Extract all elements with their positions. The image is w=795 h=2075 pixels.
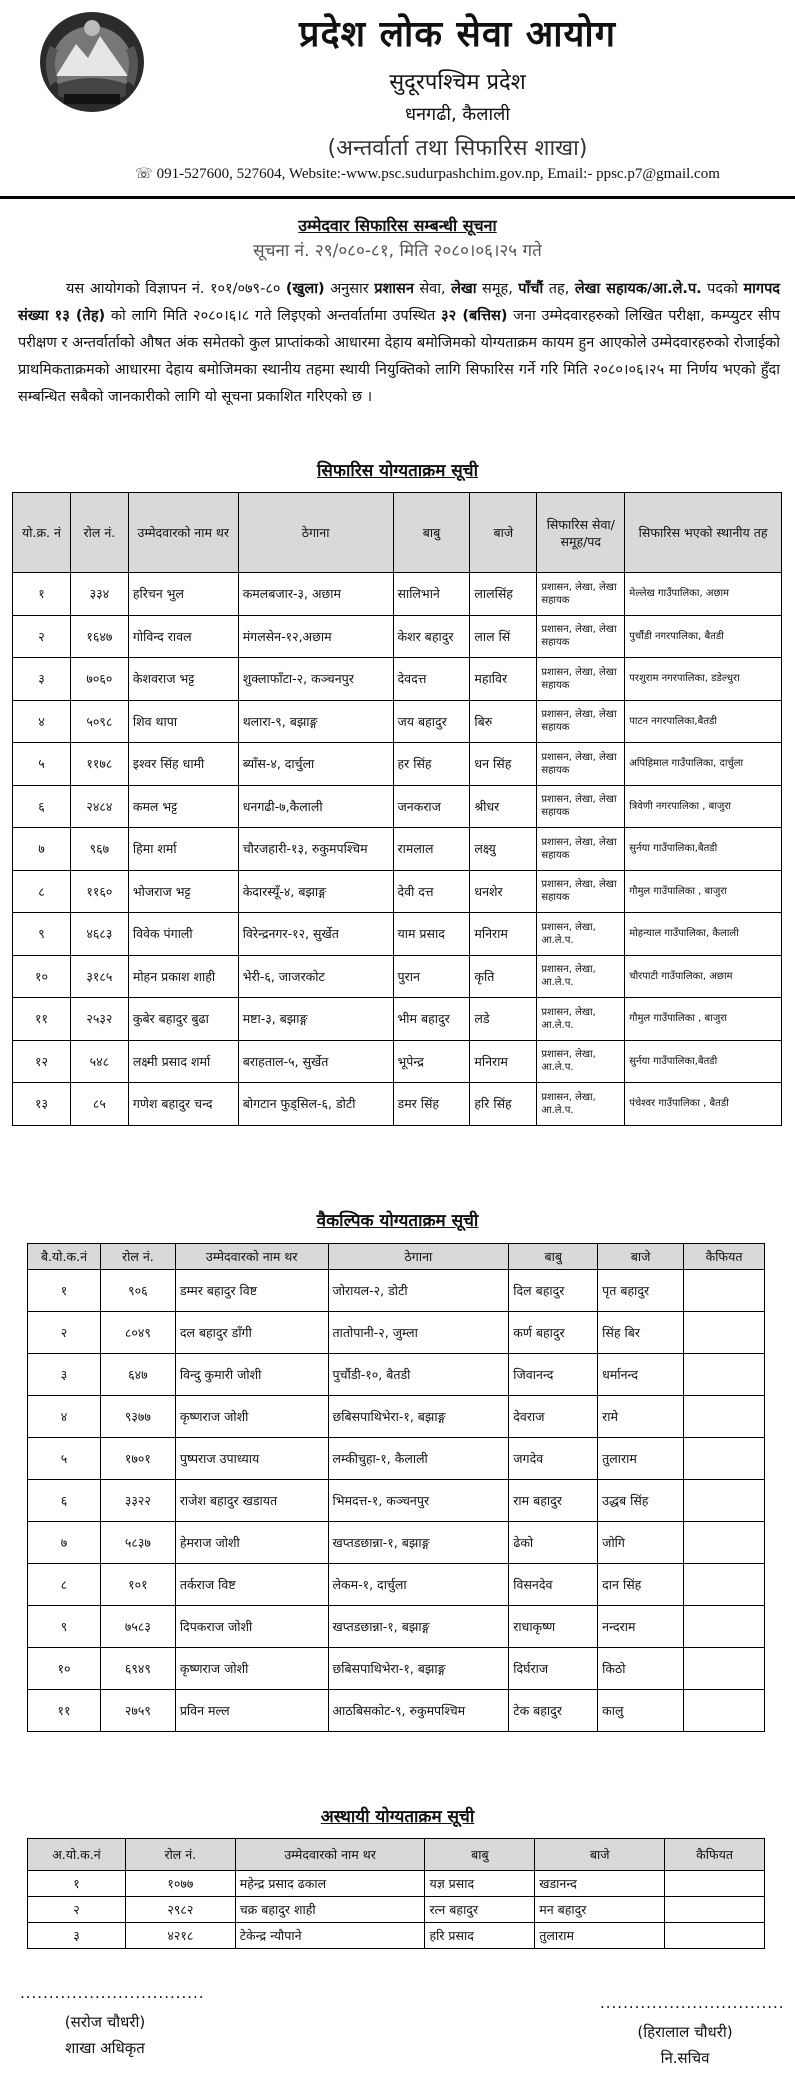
table-cell: ११: [13, 998, 71, 1041]
table-cell: ६९४९: [100, 1648, 175, 1690]
table-cell: ५०९८: [70, 700, 128, 743]
table-cell: प्रशासन, लेखा, लेखा सहायक: [537, 743, 625, 786]
col-address: ठेगाना: [238, 493, 393, 573]
table-cell: मनिराम: [470, 1040, 537, 1083]
table-cell: ६: [28, 1480, 101, 1522]
table-cell: उद्धब सिंह: [598, 1480, 684, 1522]
table-cell: १७०१: [100, 1438, 175, 1480]
table-cell: चौरपाटी गाउँपालिका, अछाम: [625, 955, 782, 998]
col-alt-no: बै.यो.क.नं: [28, 1244, 101, 1270]
table-row: [28, 1438, 765, 1480]
table-cell: केदारस्यूँ-४, बझाङ्ग: [238, 870, 393, 913]
table-cell: किठो: [598, 1648, 684, 1690]
table-cell: दिर्घराज: [509, 1648, 598, 1690]
table-cell: भूपेन्द्र: [393, 1040, 470, 1083]
col-name: उम्मेदवारको नाम थर: [235, 1839, 425, 1871]
table-cell: महेन्द्र प्रसाद ढकाल: [235, 1871, 425, 1897]
table-cell: देवराज: [509, 1396, 598, 1438]
table-cell: बराहताल-५, सुर्खेत: [238, 1040, 393, 1083]
table-cell: १: [13, 573, 71, 616]
table-cell: लाल सिं: [470, 615, 537, 658]
table-cell: ३१८५: [70, 955, 128, 998]
col-grandfather: बाजे: [598, 1244, 684, 1270]
table-cell: प्रशासन, लेखा, लेखा सहायक: [537, 658, 625, 701]
table-row: [13, 955, 782, 998]
signature-line: ................................: [600, 1994, 785, 2012]
table-cell: ७: [13, 828, 71, 871]
table-cell: ५: [28, 1438, 101, 1480]
table-cell: ७: [28, 1522, 101, 1564]
table-cell: २: [13, 615, 71, 658]
table-cell: [684, 1438, 765, 1480]
alternate-list-title: वैकल्पिक योग्यताक्रम सूची: [316, 1211, 479, 1231]
table-cell: छबिसपाथिभेरा-१, बझाङ्ग: [328, 1396, 509, 1438]
alternate-header-row: [28, 1244, 765, 1270]
table-cell: १०१: [100, 1564, 175, 1606]
table-cell: शिव थापा: [128, 700, 238, 743]
signature-line: ................................: [20, 1984, 205, 2002]
letterhead: [0, 0, 795, 190]
table-cell: नन्दराम: [598, 1606, 684, 1648]
table-cell: पंचेश्वर गाउँपालिका , बैतडी: [625, 1083, 782, 1126]
table-cell: पृत बहादुर: [598, 1270, 684, 1312]
table-cell: [684, 1270, 765, 1312]
table-cell: थलारा-९, बझाङ्ग: [238, 700, 393, 743]
table-cell: प्रशासन, लेखा, आ.ले.प.: [537, 1083, 625, 1126]
table-cell: ९३७७: [100, 1396, 175, 1438]
table-cell: प्रशासन, लेखा, लेखा सहायक: [537, 615, 625, 658]
branch-name: (अन्तर्वार्ता तथा सिफारिस शाखा): [327, 136, 588, 161]
table-cell: प्रशासन, लेखा, आ.ले.प.: [537, 955, 625, 998]
table-cell: विरेन्द्रनगर-१२, सुर्खेत: [238, 913, 393, 956]
table-row: [13, 913, 782, 956]
table-cell: मन बहादुर: [535, 1897, 665, 1923]
table-cell: डमर सिंह: [393, 1083, 470, 1126]
table-cell: कृष्णराज जोशी: [175, 1396, 328, 1438]
table-cell: प्रशासन, लेखा, लेखा सहायक: [537, 870, 625, 913]
table-cell: खप्तडछान्ना-१, बझाङ्ग: [328, 1522, 509, 1564]
table-cell: ७५८३: [100, 1606, 175, 1648]
table-row: [13, 785, 782, 828]
table-cell: राजेश बहादुर खडायत: [175, 1480, 328, 1522]
table-cell: विसनदेव: [509, 1564, 598, 1606]
table-cell: चक्र बहादुर शाही: [235, 1897, 425, 1923]
table-cell: देवी दत्त: [393, 870, 470, 913]
table-cell: कृष्णराज जोशी: [175, 1648, 328, 1690]
table-cell: जोरायल-२, डोटी: [328, 1270, 509, 1312]
table-cell: कमलबजार-३, अछाम: [238, 573, 393, 616]
table-cell: हरिचन भुल: [128, 573, 238, 616]
table-cell: शुक्लाफाँटा-२, कञ्चनपुर: [238, 658, 393, 701]
table-row: [28, 1312, 765, 1354]
table-cell: हर सिंह: [393, 743, 470, 786]
col-name: उम्मेदवारको नाम थर: [175, 1244, 328, 1270]
table-cell: कुबेर बहादुर बुढा: [128, 998, 238, 1041]
table-cell: ९०६: [100, 1270, 175, 1312]
table-cell: १०७७: [125, 1871, 235, 1897]
table-cell: बिरु: [470, 700, 537, 743]
col-remarks: कैफियत: [684, 1244, 765, 1270]
table-cell: ११७८: [70, 743, 128, 786]
table-cell: पुरान: [393, 955, 470, 998]
table-cell: भिमदत्त-१, कञ्चनपुर: [328, 1480, 509, 1522]
table-cell: प्रशासन, लेखा, लेखा सहायक: [537, 700, 625, 743]
table-cell: प्रशासन, लेखा, लेखा सहायक: [537, 785, 625, 828]
merit-header-row: [13, 493, 782, 573]
table-row: [28, 1871, 765, 1897]
table-cell: गौमुल गाउँपालिका , बाजुरा: [625, 870, 782, 913]
table-cell: टेक बहादुर: [509, 1690, 598, 1732]
table-cell: महाविर: [470, 658, 537, 701]
signature-left: [20, 1984, 205, 2058]
table-cell: तुलाराम: [598, 1438, 684, 1480]
table-row: [13, 1040, 782, 1083]
table-cell: ६: [13, 785, 71, 828]
table-cell: बोगटान फुड्सिल-६, डोटी: [238, 1083, 393, 1126]
table-cell: परशुराम नगरपालिका, डडेल्धुरा: [625, 658, 782, 701]
table-cell: ११६०: [70, 870, 128, 913]
table-row: [28, 1270, 765, 1312]
table-cell: ५४८: [70, 1040, 128, 1083]
table-cell: रत्न बहादुर: [425, 1897, 535, 1923]
table-cell: गोविन्द रावल: [128, 615, 238, 658]
signatory-name: (हिरालाल चौधरी): [637, 2023, 733, 2041]
table-cell: मंगलसेन-१२,अछाम: [238, 615, 393, 658]
col-roll-no: रोल नं.: [70, 493, 128, 573]
table-cell: २७५९: [100, 1690, 175, 1732]
table-cell: केशर बहादुर: [393, 615, 470, 658]
table-cell: हिमा शर्मा: [128, 828, 238, 871]
province-name: सुदूरपश्चिम प्रदेश: [389, 70, 526, 95]
table-cell: ३: [28, 1354, 101, 1396]
table-cell: मनिराम: [470, 913, 537, 956]
signature-right: [600, 1994, 785, 2068]
phone-icon: ☏: [135, 167, 153, 182]
table-cell: मष्टा-३, बझाङ्ग: [238, 998, 393, 1041]
table-cell: ३: [28, 1923, 126, 1949]
table-cell: प्रविन मल्ल: [175, 1690, 328, 1732]
table-row: [28, 1480, 765, 1522]
signatory-name: (सरोज चौधरी): [64, 2013, 146, 2031]
table-cell: कृति: [470, 955, 537, 998]
col-grandfather: बाजे: [470, 493, 537, 573]
table-cell: ५: [13, 743, 71, 786]
table-cell: भेरी-६, जाजरकोट: [238, 955, 393, 998]
table-cell: १०: [13, 955, 71, 998]
table-row: [13, 573, 782, 616]
col-roll-no: रोल नं.: [100, 1244, 175, 1270]
notice-number: सूचना नं. २९/०८०-८१, मिति २०८०।०६।२५ गते: [253, 241, 542, 261]
table-row: [28, 1522, 765, 1564]
table-cell: याम प्रसाद: [393, 913, 470, 956]
table-cell: प्रशासन, लेखा, आ.ले.प.: [537, 1040, 625, 1083]
table-cell: ७०६०: [70, 658, 128, 701]
temporary-header-row: [28, 1839, 765, 1871]
table-cell: लेकम-१, दार्चुला: [328, 1564, 509, 1606]
table-cell: जनकराज: [393, 785, 470, 828]
table-cell: तातोपानी-२, जुम्ला: [328, 1312, 509, 1354]
table-row: [28, 1923, 765, 1949]
table-cell: पुर्चौडी नगरपालिका, बैतडी: [625, 615, 782, 658]
table-cell: जिवानन्द: [509, 1354, 598, 1396]
table-cell: हरि सिंह: [470, 1083, 537, 1126]
table-cell: चौरजहारी-१३, रुकुमपश्चिम: [238, 828, 393, 871]
signatory-post: शाखा अधिकृत: [65, 2039, 145, 2057]
table-row: [13, 658, 782, 701]
table-cell: देवदत्त: [393, 658, 470, 701]
table-cell: ६४७: [100, 1354, 175, 1396]
table-cell: अपिहिमाल गाउँपालिका, दार्चुला: [625, 743, 782, 786]
table-cell: [684, 1606, 765, 1648]
table-cell: विन्दु कुमारी जोशी: [175, 1354, 328, 1396]
table-cell: १३: [13, 1083, 71, 1126]
table-cell: ३३४: [70, 573, 128, 616]
table-cell: लक्ष्यु: [470, 828, 537, 871]
table-cell: कमल भट्ट: [128, 785, 238, 828]
notice-body: यस आयोगको विज्ञापन नं. १०१/०७९-८० (खुला) अनुसार प्रशासन सेवा, लेखा समूह, पाँचौं तह, लेखा सहायक/आ.ले.प. पदको मागपद संख्या १३ (तेह) को लागि मिति २०८०।६।८ गते लिइएको अन्तर्वार्तामा उपस्थित ३२ (बत्तिस) जना उम्मेदवारहरुको लिखित परीक्षा, कम्प्युटर सीप परीक्षण र अन्तर्वार्ताको औषत अंक समेतको कुल प्राप्तांकको आधारमा देहाय बमोजिमको योग्यताक्रम कायम हुन आएकोले उम्मेदवारहरुको रोजाईको प्राथमिकताक्रमको आधारमा देहाय बमोजिमका स्थानीय तहमा स्थायी नियुक्तिको लागि सिफारिस गर्ने गरि मिति २०८०।०६।२५ मा निर्णय भएको हुँदा सम्बन्धित सबैको जानकारीको लागि यो सूचना प्रकाशित गरिएको छ ।: [18, 281, 781, 405]
table-cell: दान सिंह: [598, 1564, 684, 1606]
table-cell: यज्ञ प्रसाद: [425, 1871, 535, 1897]
table-cell: १: [28, 1270, 101, 1312]
table-row: [13, 1083, 782, 1126]
col-service: सिफारिस सेवा/समूह/पद: [537, 493, 625, 573]
col-father: बाबु: [393, 493, 470, 573]
table-row: [13, 870, 782, 913]
table-cell: २: [28, 1312, 101, 1354]
table-cell: त्रिवेणी नगरपालिका , बाजुरा: [625, 785, 782, 828]
table-row: [28, 1396, 765, 1438]
table-cell: [684, 1312, 765, 1354]
table-cell: गौमुल गाउँपालिका , बाजुरा: [625, 998, 782, 1041]
col-merit-no: यो.क्र. नं: [13, 493, 71, 573]
table-cell: ९: [13, 913, 71, 956]
table-cell: प्रशासन, लेखा, आ.ले.प.: [537, 998, 625, 1041]
table-cell: ब्याँस-४, दार्चुला: [238, 743, 393, 786]
col-grandfather: बाजे: [535, 1839, 665, 1871]
col-roll-no: रोल नं.: [125, 1839, 235, 1871]
contact-line: [60, 166, 795, 183]
table-cell: पुष्पराज उपाध्याय: [175, 1438, 328, 1480]
table-cell: ४: [13, 700, 71, 743]
table-cell: लडे: [470, 998, 537, 1041]
table-cell: राधाकृष्ण: [509, 1606, 598, 1648]
table-cell: [665, 1871, 765, 1897]
table-cell: धनशेर: [470, 870, 537, 913]
table-cell: दिपकराज जोशी: [175, 1606, 328, 1648]
col-name: उम्मेदवारको नाम थर: [128, 493, 238, 573]
table-cell: धन सिंह: [470, 743, 537, 786]
table-cell: [684, 1690, 765, 1732]
table-cell: तुलाराम: [535, 1923, 665, 1949]
col-father: बाबु: [425, 1839, 535, 1871]
table-cell: इश्वर सिंह धामी: [128, 743, 238, 786]
table-cell: १०: [28, 1648, 101, 1690]
table-cell: २९८२: [125, 1897, 235, 1923]
table-row: [13, 700, 782, 743]
table-cell: दल बहादुर डाँगी: [175, 1312, 328, 1354]
table-row: [13, 828, 782, 871]
table-cell: श्रीधर: [470, 785, 537, 828]
alternate-table: [27, 1243, 765, 1732]
table-cell: छबिसपाथिभेरा-१, बझाङ्ग: [328, 1648, 509, 1690]
table-cell: ५८३७: [100, 1522, 175, 1564]
table-cell: जोगि: [598, 1522, 684, 1564]
table-row: [28, 1606, 765, 1648]
table-cell: ८०४९: [100, 1312, 175, 1354]
temporary-table: [27, 1838, 765, 1949]
table-cell: [665, 1897, 765, 1923]
header-divider: [0, 196, 795, 199]
table-cell: आठबिसकोट-९, रुकुमपश्चिम: [328, 1690, 509, 1732]
office-location: धनगढी, कैलाली: [405, 104, 510, 125]
table-cell: ९: [28, 1606, 101, 1648]
table-cell: [684, 1564, 765, 1606]
table-row: [28, 1354, 765, 1396]
table-cell: २४८४: [70, 785, 128, 828]
table-cell: १: [28, 1871, 126, 1897]
table-cell: प्रशासन, लेखा, आ.ले.प.: [537, 913, 625, 956]
table-cell: गणेश बहादुर चन्द: [128, 1083, 238, 1126]
table-cell: खप्तडछान्ना-१, बझाङ्ग: [328, 1606, 509, 1648]
table-cell: ८: [13, 870, 71, 913]
table-row: [28, 1564, 765, 1606]
table-cell: ४२१८: [125, 1923, 235, 1949]
table-cell: कालु: [598, 1690, 684, 1732]
merit-table: [12, 492, 782, 1126]
table-cell: हेमराज जोशी: [175, 1522, 328, 1564]
table-cell: सिंह बिर: [598, 1312, 684, 1354]
table-cell: प्रशासन, लेखा, लेखा सहायक: [537, 828, 625, 871]
notice-title: उम्मेदवार सिफारिस सम्बन्धी सूचना: [298, 216, 497, 235]
table-cell: सुर्नया गाउँपालिका,बैतडी: [625, 1040, 782, 1083]
table-cell: राम बहादुर: [509, 1480, 598, 1522]
org-name: प्रदेश लोक सेवा आयोग: [299, 14, 616, 55]
table-row: [13, 998, 782, 1041]
col-temp-no: अ.यो.क.नं: [28, 1839, 126, 1871]
table-cell: विवेक पंगाली: [128, 913, 238, 956]
table-cell: खडानन्द: [535, 1871, 665, 1897]
table-cell: [684, 1480, 765, 1522]
table-cell: सुर्नया गाउँपालिका,बैतडी: [625, 828, 782, 871]
table-cell: लक्ष्मी प्रसाद शर्मा: [128, 1040, 238, 1083]
table-cell: पाटन नगरपालिका,बैतडी: [625, 700, 782, 743]
table-cell: हरि प्रसाद: [425, 1923, 535, 1949]
table-cell: रामे: [598, 1396, 684, 1438]
table-cell: जय बहादुर: [393, 700, 470, 743]
table-row: [13, 615, 782, 658]
table-cell: दिल बहादुर: [509, 1270, 598, 1312]
table-cell: ११: [28, 1690, 101, 1732]
col-address: ठेगाना: [328, 1244, 509, 1270]
table-cell: २: [28, 1897, 126, 1923]
contact-text: 091-527600, 527604, Website:-www.psc.sudurpashchim.gov.np, Email:- ppsc.p7@gmail.com: [156, 166, 720, 182]
table-cell: लम्कीचुहा-१, कैलाली: [328, 1438, 509, 1480]
table-cell: मोहन्याल गाउँपालिका, कैलाली: [625, 913, 782, 956]
table-cell: ४६८३: [70, 913, 128, 956]
table-row: [28, 1690, 765, 1732]
table-cell: ४: [28, 1396, 101, 1438]
table-cell: प्रशासन, लेखा, लेखा सहायक: [537, 573, 625, 616]
table-cell: १२: [13, 1040, 71, 1083]
table-row: [13, 743, 782, 786]
table-cell: ८५: [70, 1083, 128, 1126]
table-row: [28, 1897, 765, 1923]
table-cell: [684, 1396, 765, 1438]
table-cell: मेल्लेख गाउँपालिका, अछाम: [625, 573, 782, 616]
table-cell: ८: [28, 1564, 101, 1606]
table-cell: [684, 1522, 765, 1564]
table-cell: मोहन प्रकाश शाही: [128, 955, 238, 998]
table-cell: रामलाल: [393, 828, 470, 871]
table-cell: १६४७: [70, 615, 128, 658]
table-cell: [684, 1648, 765, 1690]
table-cell: लालसिंह: [470, 573, 537, 616]
col-remarks: कैफियत: [665, 1839, 765, 1871]
table-cell: जगदेव: [509, 1438, 598, 1480]
table-cell: कर्ण बहादुर: [509, 1312, 598, 1354]
table-cell: [665, 1923, 765, 1949]
temporary-list-title: अस्थायी योग्यताक्रम सूची: [320, 1807, 475, 1827]
table-cell: ३३२२: [100, 1480, 175, 1522]
table-cell: डम्मर बहादुर विष्ट: [175, 1270, 328, 1312]
table-cell: सालिभाने: [393, 573, 470, 616]
table-cell: केशवराज भट्ट: [128, 658, 238, 701]
table-cell: भीम बहादुर: [393, 998, 470, 1041]
table-cell: २५३२: [70, 998, 128, 1041]
table-cell: तर्कराज विष्ट: [175, 1564, 328, 1606]
col-father: बाबु: [509, 1244, 598, 1270]
table-cell: धनगढी-७,कैलाली: [238, 785, 393, 828]
merit-list-title: सिफारिस योग्यताक्रम सूची: [317, 461, 478, 481]
table-row: [28, 1648, 765, 1690]
table-cell: [684, 1354, 765, 1396]
table-cell: टेकेन्द्र न्यौपाने: [235, 1923, 425, 1949]
table-cell: पुर्चौडी-१०, बैतडी: [328, 1354, 509, 1396]
table-cell: धर्मानन्द: [598, 1354, 684, 1396]
signatory-post: नि.सचिव: [660, 2049, 710, 2067]
table-cell: ९६७: [70, 828, 128, 871]
col-local-level: सिफारिस भएको स्थानीय तह: [625, 493, 782, 573]
table-cell: ३: [13, 658, 71, 701]
table-cell: भोजराज भट्ट: [128, 870, 238, 913]
table-cell: ढेको: [509, 1522, 598, 1564]
